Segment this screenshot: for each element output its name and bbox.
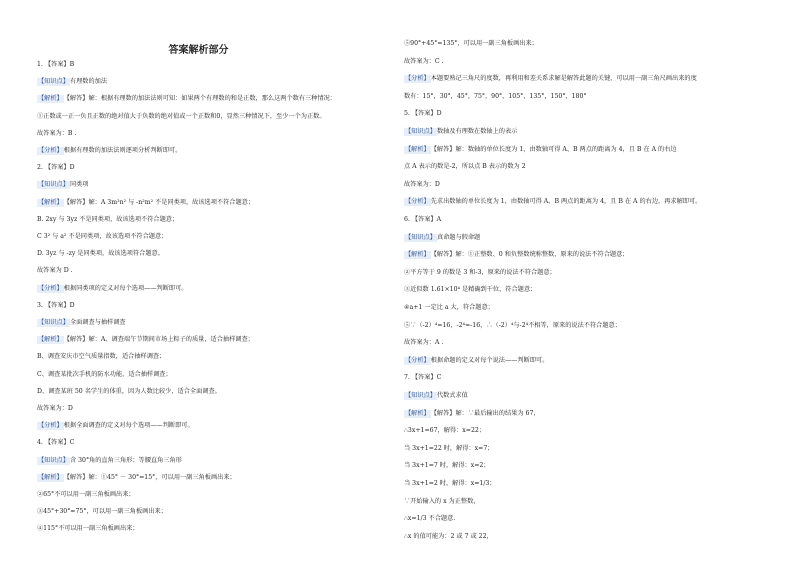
section-tag: 【知识点】 [405, 128, 436, 135]
line-text: 数轴及有理数在数轴上的表示 [436, 128, 518, 135]
section-tag: 【解析】 [405, 251, 430, 259]
line-text: 故答案为 D . [37, 267, 73, 275]
text-line [37, 422, 194, 430]
text-line [404, 251, 628, 259]
line-text: 3. 【答案】D [37, 301, 75, 309]
line-text: 【解答】解：①正整数、0 和负整数统称整数，原来的说法不符合题意； [430, 251, 629, 259]
line-text: ④a+1 一定比 a 大，符合题意； [404, 304, 494, 311]
line-text: D、调查某班 50 名学生的体重，因为人数比较少，适合全面调查。 [37, 387, 221, 395]
text-line [404, 445, 493, 453]
text-line [404, 322, 621, 330]
text-line [404, 181, 440, 189]
section-tag: 【知识点】 [38, 181, 69, 189]
section-tag: 【解析】 [405, 409, 430, 417]
section-tag: 【知识点】 [38, 456, 69, 464]
line-text: 同类项 [69, 181, 89, 189]
text-line [404, 410, 540, 418]
line-text: 【解答】解：A、调查端午节期间市场上粽子的质量，适合抽样调查； [63, 336, 254, 344]
text-line [404, 234, 480, 242]
line-text: 【解答】解：①45° － 30°=15°，可以用一副三角板画出来； [63, 473, 236, 481]
section-tag: 【分析】 [38, 422, 63, 430]
text-line [37, 353, 165, 361]
text-line [37, 216, 178, 224]
section-tag: 【解析】 [405, 145, 430, 153]
text-line [404, 146, 677, 154]
text-line [37, 164, 75, 172]
line-text: ∵开始输入的 x 为正整数， [404, 497, 480, 505]
section-tag: 【分析】 [405, 198, 430, 206]
text-line [37, 199, 254, 207]
text-line [404, 286, 536, 294]
text-line [404, 163, 526, 171]
text-line [404, 339, 443, 347]
text-line [37, 61, 74, 69]
line-text: 5. 【答案】D [404, 110, 442, 118]
section-tag: 【解析】 [38, 198, 63, 206]
line-text: ③45°+30°=75°，可以用一副三角板画出来； [37, 508, 167, 516]
line-text: 真命题与假命题 [436, 233, 481, 241]
line-text: C、调查某批次手机的防水功能，适合抽样调查； [37, 370, 172, 378]
line-text: ⑤90°+45°=135°，可以用一副三角板画出来； [404, 40, 538, 47]
section-tag: 【分析】 [405, 356, 430, 364]
line-text: 故答案为：C . [404, 57, 444, 65]
line-text: 根据有理数的加法法则逐项分析判断即可。 [63, 147, 182, 154]
text-line [37, 405, 73, 413]
line-text: 【解答】解：根据有理数的加法法则可知：如果两个有理数的和是正数，那么这两个数有三种情况： [63, 95, 336, 103]
page-title: 答案解析部分 [168, 45, 229, 56]
line-text: 有理数的加法 [69, 78, 108, 86]
line-text: ③近似数 1.61×10⁴ 是精确到千位，符合题意； [404, 286, 537, 294]
section-tag: 【分析】 [38, 284, 63, 292]
line-text: C 3² 与 a² 不是同类项，故该选项不符合题意； [37, 233, 168, 240]
section-tag: 【知识点】 [405, 233, 436, 241]
line-text: 本题要熟记三角尺的度数，再利用和差关系求解是解答此题的关键，可以用一副三角尺画出来的度 [430, 75, 697, 83]
text-line [404, 515, 455, 523]
text-line [37, 181, 89, 189]
text-line [404, 480, 496, 488]
text-line [404, 357, 548, 365]
text-line [37, 302, 75, 310]
text-line [37, 130, 76, 138]
line-text: ∴x 的值可能为：2 或 7 或 22， [404, 532, 493, 540]
section-tag: 【知识点】 [38, 319, 69, 326]
text-line [404, 304, 494, 312]
line-text: 故答案为：D [404, 180, 440, 188]
text-line [37, 371, 172, 379]
text-line [404, 392, 468, 400]
line-text: 2. 【答案】D [37, 164, 75, 172]
text-line [404, 75, 697, 83]
line-text: 故答案为：B . [37, 129, 77, 137]
line-text: 6. 【答案】A [404, 216, 442, 223]
line-text: ②65°不可以用一副三角板画出来； [37, 491, 135, 498]
line-text: 点 A 表示的数是-2，所以点 B 表示的数为 2 [404, 163, 526, 171]
text-line [37, 457, 182, 465]
text-line [404, 462, 490, 470]
text-line [37, 95, 336, 103]
line-text: 全面调查与抽样调查 [69, 319, 126, 326]
line-text: B. 2xy 与 3yz 不是同类项，故该选项不符合题意； [37, 215, 179, 223]
section-tag: 【分析】 [405, 75, 430, 83]
line-text: B、调查安庆市空气质量指数，适合抽样调查； [37, 353, 166, 361]
text-line [37, 250, 164, 258]
section-tag: 【解析】 [38, 95, 63, 103]
line-text: 根据命题的定义对每个说法——判断即可。 [430, 356, 549, 364]
line-text: 【解答】解：A 3m²n² 与 -n²m² 不是同类项，故该选项不符合题意； [63, 198, 255, 206]
text-line [37, 113, 326, 121]
text-line [37, 388, 221, 396]
line-text: 先求出数轴的单位长度为 1，由数轴可得 A、B 两点的距离为 4，且 B 在 A 的右边，再求解即可。 [430, 198, 702, 206]
text-line [404, 374, 441, 382]
text-line [37, 319, 126, 327]
text-line [404, 128, 517, 136]
section-tag: 【分析】 [38, 147, 63, 154]
line-text: 当 3x+1=7 时，解得：x=2； [404, 462, 490, 470]
text-line [37, 285, 188, 293]
text-line [404, 533, 493, 541]
text-line [404, 498, 480, 506]
text-line [404, 40, 538, 48]
text-line [404, 58, 444, 66]
line-text: 根据全面调查的定义对每个选项——判断即可。 [63, 422, 194, 430]
line-text: D. 3yz 与 -zy 是同类项，故该选项符合题意。 [37, 250, 164, 258]
line-text: 【解答】解：∵最后输出的结果为 67， [430, 409, 540, 417]
section-tag: 【解析】 [38, 336, 63, 344]
line-text: 故答案为：A . [404, 339, 444, 347]
line-text: 【解答】解：数轴的单位长度为 1，由数轴可得 A、B 两点的距离为 4，且 B 在 A 的右边 [430, 145, 677, 153]
line-text: ∴x=1/3 不合题意. [404, 515, 456, 523]
line-text: 根据同类项的定义对每个选项——判断即可。 [63, 284, 188, 292]
section-tag: 【知识点】 [405, 392, 436, 399]
text-line [37, 78, 107, 86]
line-text: 当 3x+1=2 时，解得：x=1/3； [404, 480, 496, 487]
line-text: 4. 【答案】C [37, 439, 75, 447]
text-line [404, 216, 441, 224]
text-line [37, 147, 181, 155]
line-text: 含 30°角的直角三角形；等腰直角三角形 [69, 456, 182, 464]
line-text: 当 3x+1=22 时，解得：x=7； [404, 444, 494, 452]
line-text: ①正数或一正一负且正数的绝对值大于负数的绝对值或一个正数和0，显然三种情况下，至少一个为正数。 [37, 112, 326, 120]
text-line [37, 336, 254, 344]
line-text: 故答案为：D [37, 405, 73, 412]
line-text: ⑤∵（-2）⁴=16，-2⁴=-16，∴（-2）⁴与-2⁴不相等，原来的说法不符合题意； [404, 321, 621, 329]
line-text: 1. 【答案】B [37, 61, 75, 68]
text-line [404, 110, 442, 118]
section-tag: 【知识点】 [38, 78, 69, 86]
text-line [37, 439, 74, 447]
text-line [37, 267, 73, 275]
text-line [404, 427, 485, 435]
line-text: ∴3x+1=67，解得：x=22； [404, 427, 486, 435]
text-line [404, 198, 701, 206]
line-text: ②平方等于 9 的数是 3 和-3，原来的说法不符合题意； [404, 268, 556, 276]
text-line [404, 269, 556, 277]
text-line [37, 525, 139, 533]
line-text: 代数式求值 [436, 392, 468, 399]
section-tag: 【解析】 [38, 473, 63, 481]
text-line [37, 233, 167, 241]
line-text: 数有：15°，30°，45°，75°，90°，105°，135°，150°，180° [404, 92, 587, 100]
text-line [37, 508, 167, 516]
line-text: 7. 【答案】C [404, 374, 442, 382]
text-line [37, 474, 236, 482]
text-line [404, 93, 587, 101]
line-text: ④115°不可以用一副三角板画出来； [37, 525, 139, 533]
text-line [37, 491, 135, 499]
